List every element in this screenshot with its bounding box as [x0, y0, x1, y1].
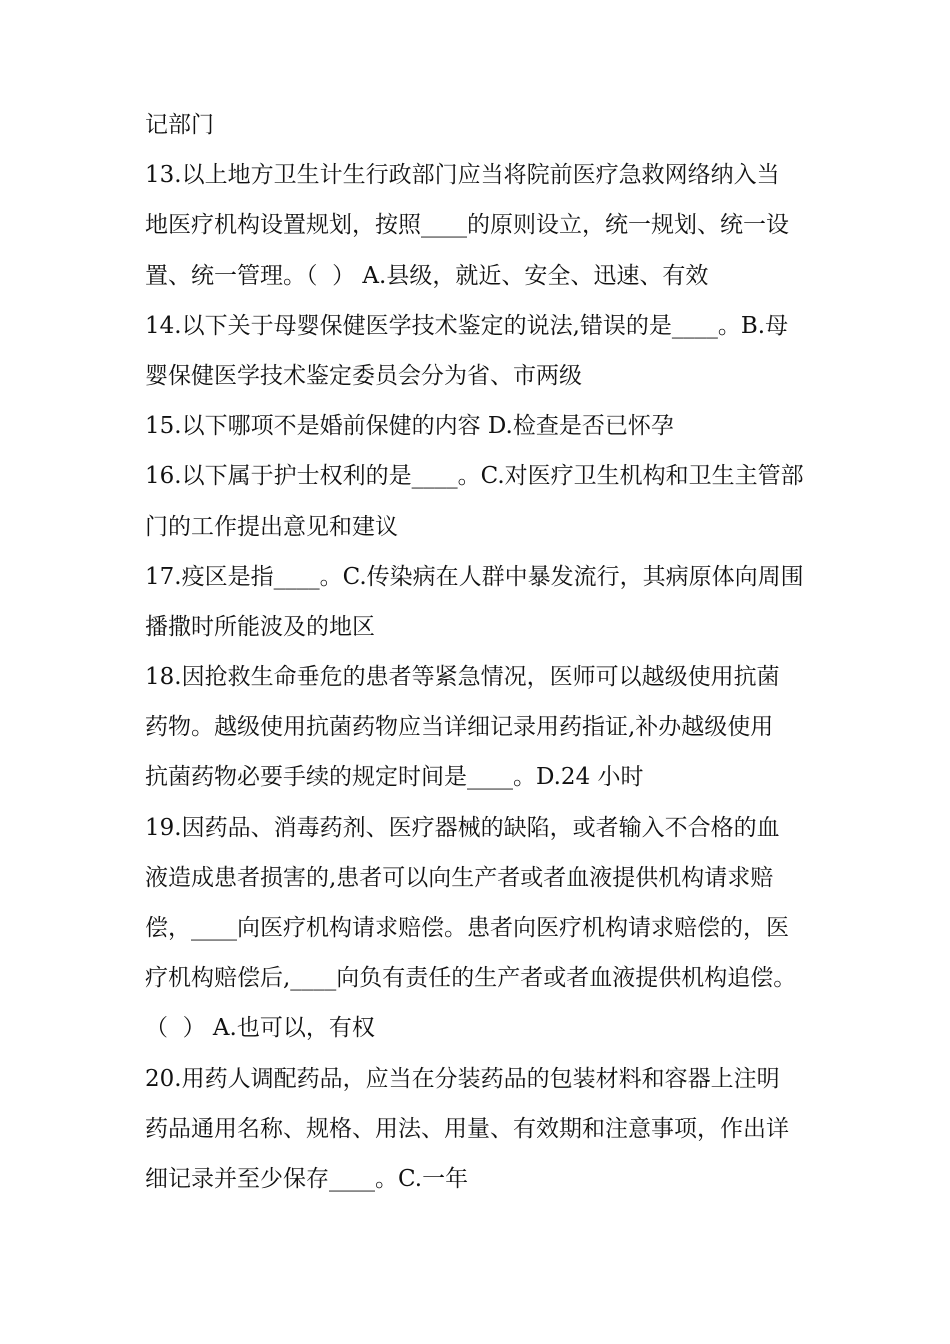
text-line: 播撒时所能波及的地区 — [145, 613, 375, 640]
text-body — [145, 100, 845, 1204]
text-line: 细记录并至少保存____。C.一年 — [145, 1165, 469, 1192]
text-line: 液造成患者损害的,患者可以向生产者或者血液提供机构请求赔 — [145, 864, 774, 891]
text-line: 门的工作提出意见和建议 — [145, 513, 398, 540]
text-line: 14.以下关于母婴保健医学技术鉴定的说法,错误的是____。B.母 — [145, 312, 789, 339]
text-line: 偿，____向医疗机构请求赔偿。患者向医疗机构请求赔偿的，医 — [145, 915, 789, 941]
text-line: 药品通用名称、规格、用法、用量、有效期和注意事项，作出详 — [145, 1115, 789, 1142]
text-line: 19.因药品、消毒药剂、医疗器械的缺陷，或者输入不合格的血 — [145, 814, 780, 841]
text-line: 13.以上地方卫生计生行政部门应当将院前医疗急救网络纳入当 — [145, 162, 780, 189]
text-line: 16.以下属于护士权利的是____。C.对医疗卫生机构和卫生主管部 — [145, 463, 804, 490]
text-line: 18.因抢救生命垂危的患者等紧急情况，医师可以越级使用抗菌 — [145, 664, 780, 691]
text-line: 婴保健医学技术鉴定委员会分为省、市两级 — [145, 362, 582, 389]
text-line: 抗菌药物必要手续的规定时间是____。D.24 小时 — [145, 764, 644, 791]
text-line: 15.以下哪项不是婚前保健的内容 D.检查是否已怀孕 — [145, 413, 674, 440]
text-line: 疗机构赔偿后,____向负有责任的生产者或者血液提供机构追偿。 — [145, 965, 797, 992]
text-line: 置、统一管理。（ ） A.县级，就近、安全、迅速、有效 — [145, 262, 709, 289]
text-line: （ ） A.也可以，有权 — [145, 1015, 375, 1042]
text-line: 记部门 — [145, 112, 214, 138]
text-line: 20.用药人调配药品，应当在分装药品的包装材料和容器上注明 — [145, 1065, 780, 1092]
text-line: 地医疗机构设置规划，按照____的原则设立，统一规划、统一设 — [145, 212, 789, 239]
text-line: 药物。越级使用抗菌药物应当详细记录用药指证,补办越级使用 — [145, 714, 774, 741]
text-line: 17.疫区是指____。C.传染病在人群中暴发流行，其病原体向周围 — [145, 563, 804, 590]
